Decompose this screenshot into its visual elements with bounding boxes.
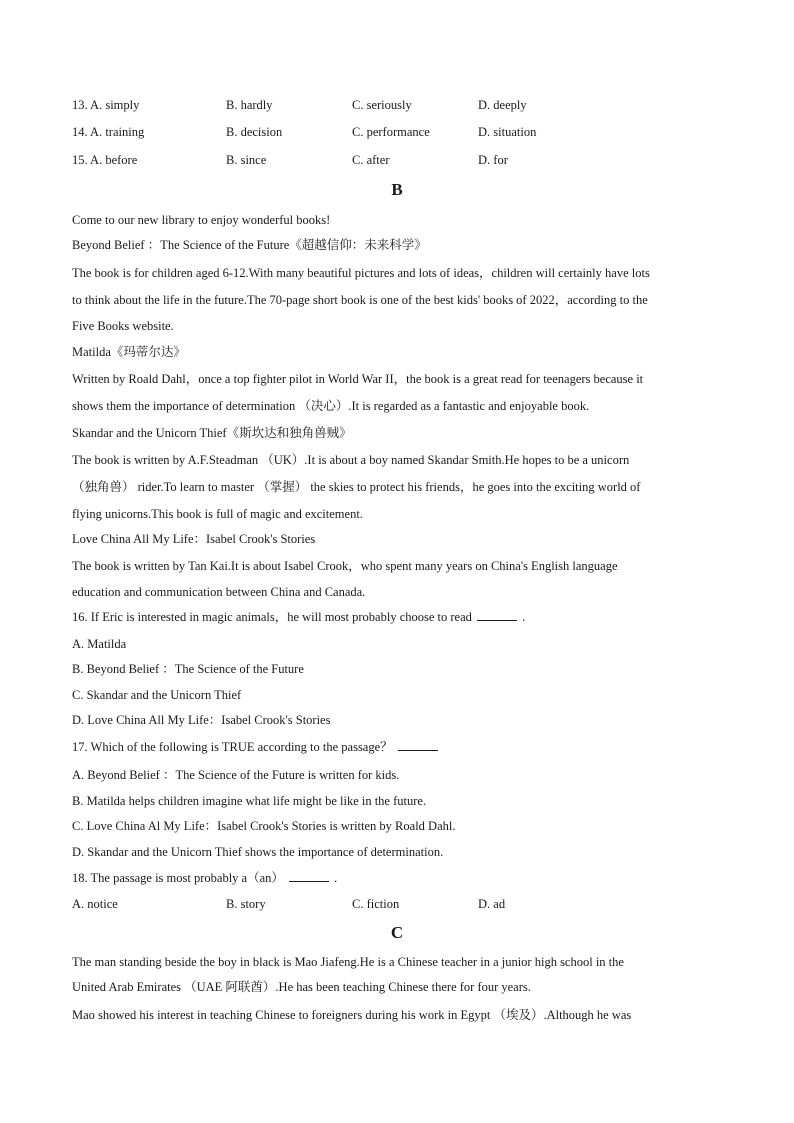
passage-b-line: Five Books website.	[72, 319, 174, 333]
q13-option-a: 13. A. simply	[72, 98, 140, 112]
q16-answer-blank[interactable]	[477, 608, 517, 621]
q15-option-d: D. for	[478, 153, 508, 167]
q13-option-b: B. hardly	[226, 98, 273, 112]
passage-b-line: shows them the importance of determination （决心）.It is regarded as a fantastic and enjoyable book.	[72, 399, 590, 413]
question-15-options	[72, 150, 752, 170]
passage-c-line: Mao showed his interest in teaching Chinese to foreigners during his work in Egypt （埃及）.Although he was	[72, 1008, 632, 1022]
q14-option-b: B. decision	[226, 125, 283, 139]
question-17-stem	[72, 737, 722, 757]
passage-b-line: Skandar and the Unicorn Thief《斯坎达和独角兽贼》	[72, 426, 352, 440]
section-b-heading: B	[391, 180, 403, 199]
q15-option-a: 15. A. before	[72, 153, 138, 167]
q18-answer-blank[interactable]	[289, 869, 329, 882]
passage-b-line: Beyond Belief ：The Science of the Future《超越信仰：未来科学》	[72, 238, 427, 252]
passage-b-line: Come to our new library to enjoy wonderful books!	[72, 213, 331, 227]
q16-option-d: D. Love China All My Life：Isabel Crook's Stories	[72, 713, 331, 727]
passage-c-line: United Arab Emirates （UAE 阿联酋）.He has been teaching Chinese there for four years.	[72, 980, 531, 994]
q16-option-b: B. Beyond Belief ：The Science of the Future	[72, 662, 304, 676]
q16-option-a: A. Matilda	[72, 637, 127, 651]
q18-option-c: C. fiction	[352, 897, 400, 911]
passage-b-line: The book is for children aged 6-12.With many beautiful pictures and lots of ideas，children will certainly have lots	[72, 266, 650, 280]
q17-option-d: D. Skandar and the Unicorn Thief shows the importance of determination.	[72, 845, 444, 859]
q14-option-a: 14. A. training	[72, 125, 145, 139]
passage-b-line: education and communication between China and Canada.	[72, 585, 366, 599]
q13-option-d: D. deeply	[478, 98, 527, 112]
q17-stem-text: 17. Which of the following is TRUE according to the passage？	[72, 740, 393, 754]
question-14-options	[72, 122, 752, 142]
passage-b-line: （独角兽） rider.To learn to master （掌握） the skies to protect his friends，he goes into the exciting world of	[72, 480, 641, 494]
q17-option-b: B. Matilda helps children imagine what life might be like in the future.	[72, 794, 427, 808]
q18-option-a: A. notice	[72, 897, 118, 911]
passage-c-line: The man standing beside the boy in black is Mao Jiafeng.He is a Chinese teacher in a junior high school in the	[72, 955, 624, 969]
passage-b-line: flying unicorns.This book is full of magic and excitement.	[72, 507, 363, 521]
q18-option-d: D. ad	[478, 897, 506, 911]
passage-b-line: Matilda《玛蒂尔达》	[72, 345, 186, 359]
question-16-stem	[72, 607, 722, 627]
q14-option-c: C. performance	[352, 125, 430, 139]
section-c-heading: C	[390, 923, 404, 942]
q13-option-c: C. seriously	[352, 98, 412, 112]
q18-option-b: B. story	[226, 897, 266, 911]
q18-stem-end: .	[334, 871, 338, 885]
q15-option-c: C. after	[352, 153, 390, 167]
q16-stem-text: 16. If Eric is interested in magic animals，he will most probably choose to read	[72, 610, 472, 624]
q14-option-d: D. situation	[478, 125, 537, 139]
passage-b-line: The book is written by Tan Kai.It is about Isabel Crook，who spent many years on China's English language	[72, 559, 618, 573]
question-18-stem	[72, 868, 722, 888]
passage-b-line: Written by Roald Dahl，once a top fighter pilot in World War II，the book is a great read for teenagers because it	[72, 372, 644, 386]
question-18-options	[72, 894, 752, 914]
passage-b-line: The book is written by A.F.Steadman （UK）.It is about a boy named Skandar Smith.He hopes to be a unicorn	[72, 453, 630, 467]
q16-option-c: C. Skandar and the Unicorn Thief	[72, 688, 242, 702]
passage-b-line: Love China All My Life：Isabel Crook's Stories	[72, 532, 316, 546]
q16-stem-end: .	[522, 610, 526, 624]
q18-stem-text: 18. The passage is most probably a（an）	[72, 871, 284, 885]
question-13-options	[72, 95, 752, 115]
q15-option-b: B. since	[226, 153, 267, 167]
q17-answer-blank[interactable]	[398, 738, 438, 751]
q17-option-a: A. Beyond Belief ：The Science of the Future is written for kids.	[72, 768, 400, 782]
passage-b-line: to think about the life in the future.The 70-page short book is one of the best kids' books of 2022，according to the	[72, 293, 648, 307]
q17-option-c: C. Love China Al My Life：Isabel Crook's Stories is written by Roald Dahl.	[72, 819, 456, 833]
